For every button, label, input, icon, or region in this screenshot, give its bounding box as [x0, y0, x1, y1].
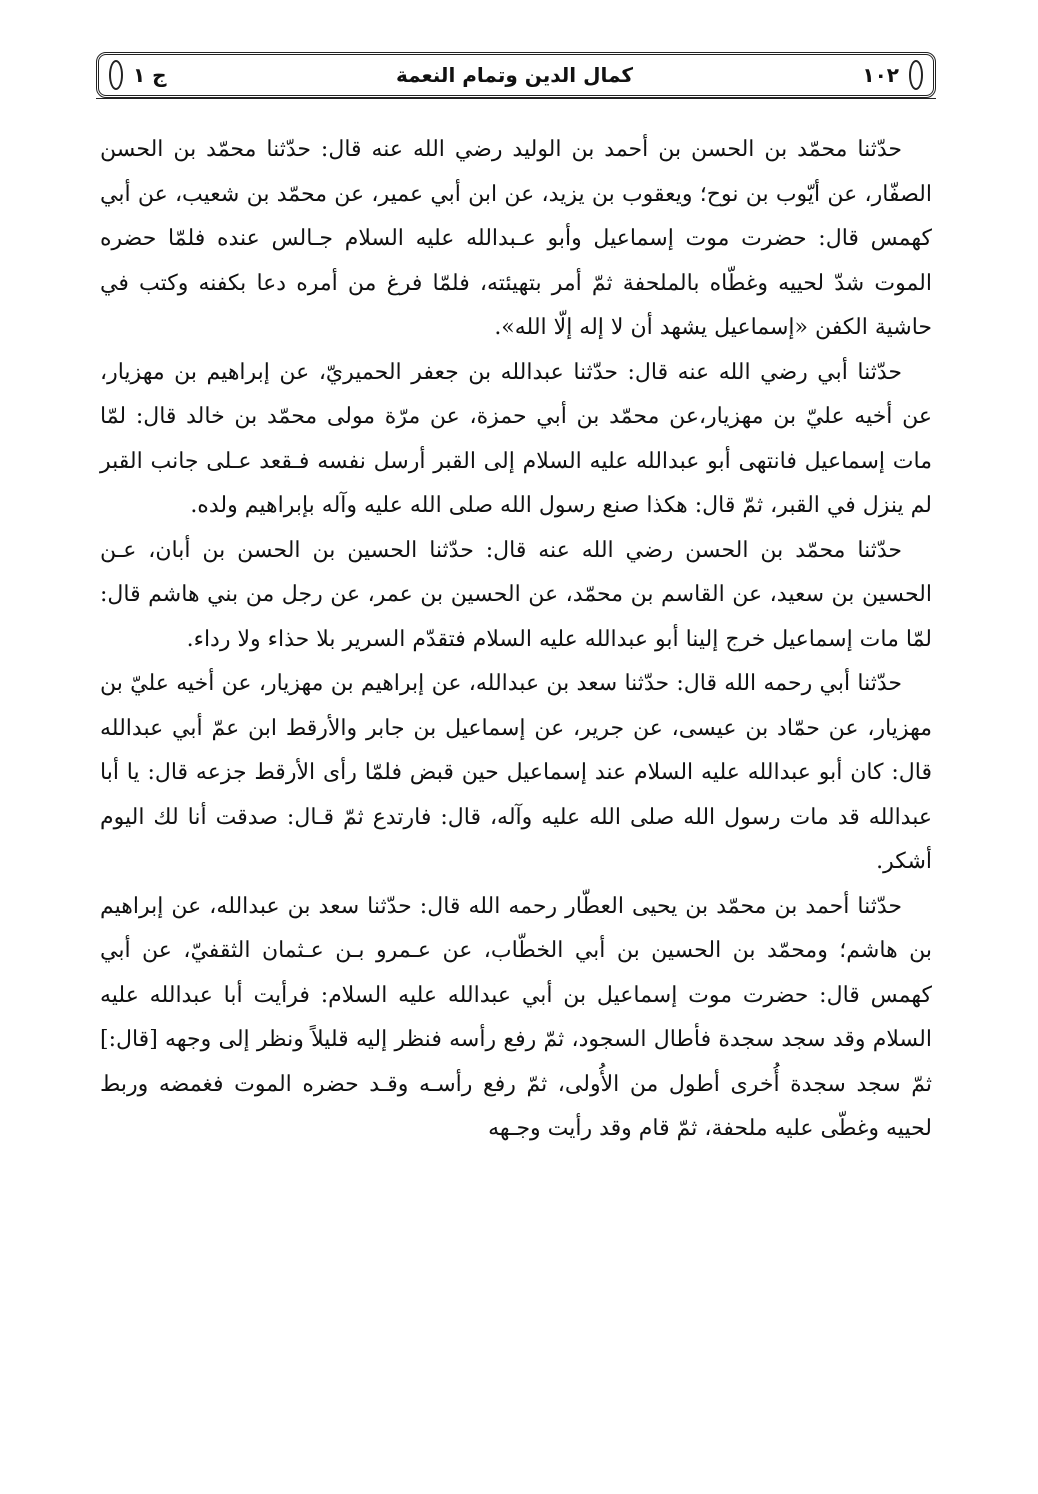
paragraph-2: حدّثنا أبي رضي الله عنه قال: حدّثنا عبدالله بن جعفر الحميريّ، عن إبراهيم بن مهزيار، عن أخيه عليّ بن مهزيار،عن محمّد بن أبي حمزة، عن مرّة مولى محمّد بن خالد قال: لمّا مات إسماعيل فانتهى أبو عبدالله عليه السلام إلى القبر أرسل نفسه فـقعد عـلى جانب القبر لم ينزل في القبر، ثمّ قال: هكذا صنع رسول الله صلى الله عليه وآله بإبراهيم ولده.	[100, 359, 932, 518]
volume-label: ج ١	[133, 63, 167, 87]
ornament-right-icon	[909, 60, 923, 90]
header-inner	[123, 63, 909, 87]
book-title: كمال الدين وتمام النعمة	[395, 63, 634, 87]
paragraph-4: حدّثنا أبي رحمه الله قال: حدّثنا سعد بن عبدالله، عن إبراهيم بن مهزيار، عن أخيه عليّ بن مهزيار، عن حمّاد بن عيسى، عن جرير، عن إسماعيل بن جابر والأرقط ابن عمّ أبي عبدالله قال: كان أبو عبدالله عليه السلام عند إسماعيل حين قبض فلمّا رأى الأرقط جزعه قال: يا أبا عبدالله قد مات رسول الله صلى الله عليه وآله، قال: فارتدع ثمّ قـال: صدقت أنا لك اليوم أشكر.	[100, 671, 932, 874]
running-header	[96, 52, 936, 98]
paragraph-1: حدّثنا محمّد بن الحسن بن أحمد بن الوليد رضي الله عنه قال: حدّثنا محمّد بن الحسن الصفّار، عن أيّوب بن نوح؛ ويعقوب بن يزيد، عن ابن أبي عمير، عن محمّد بن شعيب، عن أبي كهمس قال: حضرت موت إسماعيل وأبو عـبدالله عليه السلام جـالس عنده فلمّا حضره الموت شدّ لحييه وغطّاه بالملحفة ثمّ أمر بتهيئته، فلمّا فرغ من أمره دعا بكفنه وكتب في حاشية الكفن «إسماعيل يشهد أن لا إله إلّا الله».	[100, 137, 932, 340]
paragraph-5: حدّثنا أحمد بن محمّد بن يحيى العطّار رحمه الله قال: حدّثنا سعد بن عبدالله، عن إبراهيم بن هاشم؛ ومحمّد بن الحسين بن أبي الخطّاب، عن عـمرو بـن عـثمان الثقفيّ، عن أبي كهمس قال: حضرت موت إسماعيل بن أبي عبدالله عليه السلام: فرأيت أبا عبدالله عليه السلام وقد سجد سجدة فأطال السجود، ثمّ رفع رأسه فنظر إليه قليلاً ونظر إلى وجهه [قال:] ثمّ سجد سجدة أُخرى أطول من الأُولى، ثمّ رفع رأسـه وقـد حضره الموت فغمضه وربط لحييه وغطّى عليه ملحفة، ثمّ قام وقد رأيت وجـهه	[100, 893, 932, 1141]
page-number: ١٠٢	[862, 63, 899, 87]
paragraph-3: حدّثنا محمّد بن الحسن رضي الله عنه قال: حدّثنا الحسين بن الحسن بن أبان، عـن الحسين بن سعيد، عن القاسم بن محمّد، عن الحسين بن عمر، عن رجل من بني هاشم قال: لمّا مات إسماعيل خرج إلينا أبو عبدالله عليه السلام فتقدّم السرير بلا حذاء ولا رداء.	[100, 537, 932, 652]
header-rule	[96, 98, 936, 99]
body-text	[100, 128, 932, 1152]
ornament-left-icon	[109, 60, 123, 90]
